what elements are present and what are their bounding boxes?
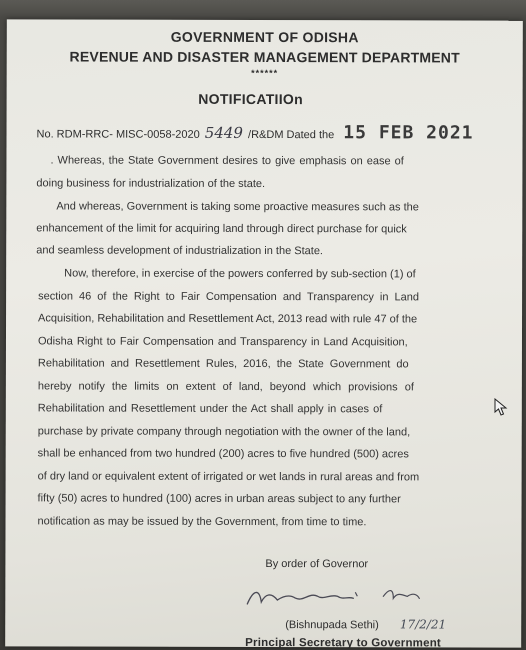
government-heading: GOVERNMENT OF ODISHA (170, 28, 359, 46)
signatory-designation: Principal Secretary to Government (245, 636, 441, 650)
notification-title: NOTIFICATIIOn (198, 90, 304, 108)
body-line: section 46 of the Right to Fair Compensation and Transparency in Land (38, 290, 420, 304)
body-line: of dry land or equivalent extent of irrigated or wet lands in rural areas and from (37, 470, 420, 484)
body-line: And whereas, Government is taking some proactive measures such as the (56, 200, 419, 214)
handwritten-date: 17/2/21 (399, 617, 447, 632)
body-line: Rehabilitation and Resettlement Rules, 2016, the State Government do (37, 357, 409, 371)
mouse-pointer-icon (494, 398, 508, 416)
body-line: fifty (50) acres to hundred (100) acres in urban areas subject to any further (37, 492, 401, 506)
handwritten-signature (243, 582, 493, 613)
signatory-name: (Bishnupada Sethi) 17/2/21 (285, 617, 447, 632)
body-line: shall be enhanced from two hundred (200) acres to five hundred (500) acres (37, 447, 409, 461)
body-line: purchase by private company through negotiation with the owner of the land, (37, 425, 411, 439)
handwritten-number: 5449 (204, 123, 244, 142)
date-stamp: 15 FEB 2021 (343, 122, 474, 144)
reference-suffix: /R&DM Dated the (248, 128, 335, 142)
body-line: . Whereas, the State Government desires to give emphasis on ease of (50, 154, 404, 168)
body-line: Now, therefore, in exercise of the powers conferred by sub-section (1) of (64, 267, 416, 281)
heading-separator-stars: ****** (251, 67, 279, 79)
body-line: hereby notify the limits on extent of land, beyond which provisions of (37, 380, 414, 394)
notification-document (5, 19, 523, 650)
body-line: Rehabilitation and Resettlement under the Act shall apply in cases of (37, 402, 383, 416)
reference-number: No. RDM-RRC- MISC-0058-2020 (36, 128, 200, 141)
body-line: notification as may be issued by the Government, from time to time. (37, 515, 367, 529)
body-line: doing business for industrialization of the state. (36, 177, 266, 191)
body-line: enhancement of the limit for acquiring land through direct purchase for quick (36, 222, 407, 236)
body-line: and seamless development of industrialization in the State. (36, 244, 324, 258)
body-line: Odisha Right to Fair Compensation and Transparency in Land Acquisition, (37, 335, 408, 349)
department-heading: REVENUE AND DISASTER MANAGEMENT DEPARTMENT (69, 48, 460, 66)
reference-line (36, 121, 473, 143)
by-order-line: By order of Governor (265, 558, 369, 571)
body-line: Acquisition, Rehabilitation and Resettlement Act, 2013 read with rule 47 of the (38, 312, 418, 326)
